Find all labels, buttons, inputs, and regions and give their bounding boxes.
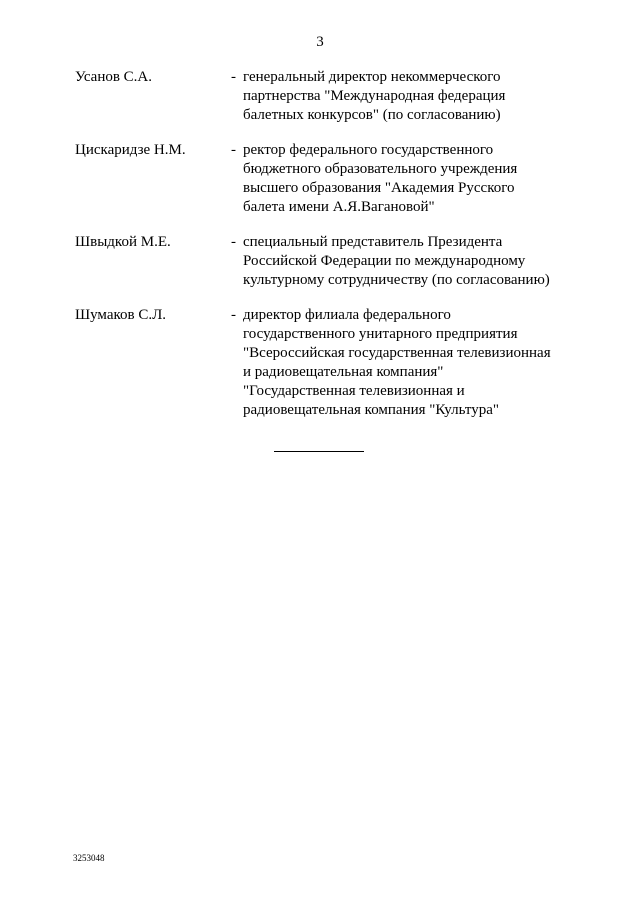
member-role: ректор федерального государственного бюджетного образовательного учреждения высшего образования "Академия Русского балета имени А.Я.Вагановой" — [243, 142, 518, 215]
member-name: Швыдкой М.Е. — [75, 234, 171, 250]
dash-separator: - — [231, 69, 236, 85]
dash-separator: - — [231, 307, 236, 323]
member-role: специальный представитель Президента Российской Федерации по международному культурному сотрудничеству (по согласованию) — [243, 234, 550, 288]
list-item — [75, 306, 575, 420]
closing-rule — [274, 451, 364, 452]
document-code: 3253048 — [73, 853, 105, 863]
dash-separator: - — [231, 142, 236, 158]
member-name: Цискаридзе Н.М. — [75, 142, 186, 158]
member-name: Усанов С.А. — [75, 69, 153, 85]
member-name: Шумаков С.Л. — [75, 307, 167, 323]
dash-separator: - — [231, 234, 236, 250]
list-item — [75, 68, 575, 125]
page-number: 3 — [316, 34, 324, 50]
member-role: директор филиала федерального государственного унитарного предприятия "Всероссийская государственная телевизионная и радиовещательная компания" "Государственная телевизионная и радиовещательная компания "Культура" — [243, 307, 551, 418]
member-role: генеральный директор некоммерческого партнерства "Международная федерация балетных конкурсов" (по согласованию) — [243, 69, 506, 123]
list-item — [75, 141, 575, 217]
members-list — [75, 68, 575, 436]
list-item — [75, 233, 575, 290]
